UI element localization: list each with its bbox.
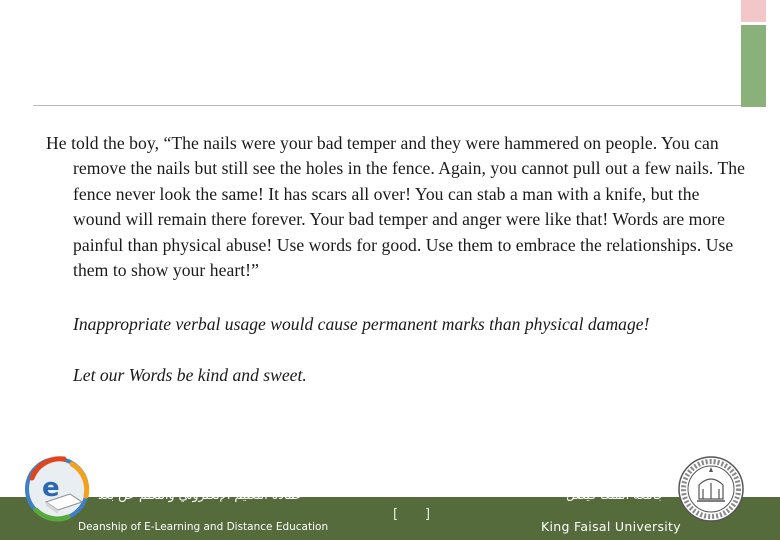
university-english-name: King Faisal University: [541, 519, 681, 534]
svg-text:e: e: [42, 473, 60, 503]
deanship-arabic-name: عمادة التعليم الإلكتروني والتعلم عن بعد: [98, 487, 303, 502]
main-paragraph: He told the boy, “The nails were your bad temper and they were hammered on people. You can remove the nails but still see the holes in the fence. Again, you cannot pull out a few nails. The fence never look the same! It has scars all over! You can stab a man with a knife, but the wound will remain there forever. Your bad temper and anger were like that! Words are more painful than physical abuse! Use words for good. Use them to embrace the relationships. Use them to show your heart!”: [46, 133, 745, 281]
italic-statement-2: Let our Words be kind and sweet.: [73, 365, 307, 385]
italic-statement-1: Inappropriate verbal usage would cause permanent marks than physical damage!: [73, 314, 650, 334]
page-bracket-right: ]: [425, 507, 431, 522]
e-learning-logo-icon: [24, 456, 90, 522]
deanship-english-name: Deanship of E-Learning and Distance Education: [78, 521, 329, 533]
header-divider: [33, 105, 741, 106]
university-seal-icon: [677, 455, 745, 523]
accent-bar-pink: [741, 0, 766, 22]
main-content: [46, 131, 746, 283]
university-arabic-name: جامعة الملك فيصل: [566, 487, 665, 502]
accent-bar-green: [741, 25, 766, 107]
page-bracket-left: [: [393, 507, 399, 522]
